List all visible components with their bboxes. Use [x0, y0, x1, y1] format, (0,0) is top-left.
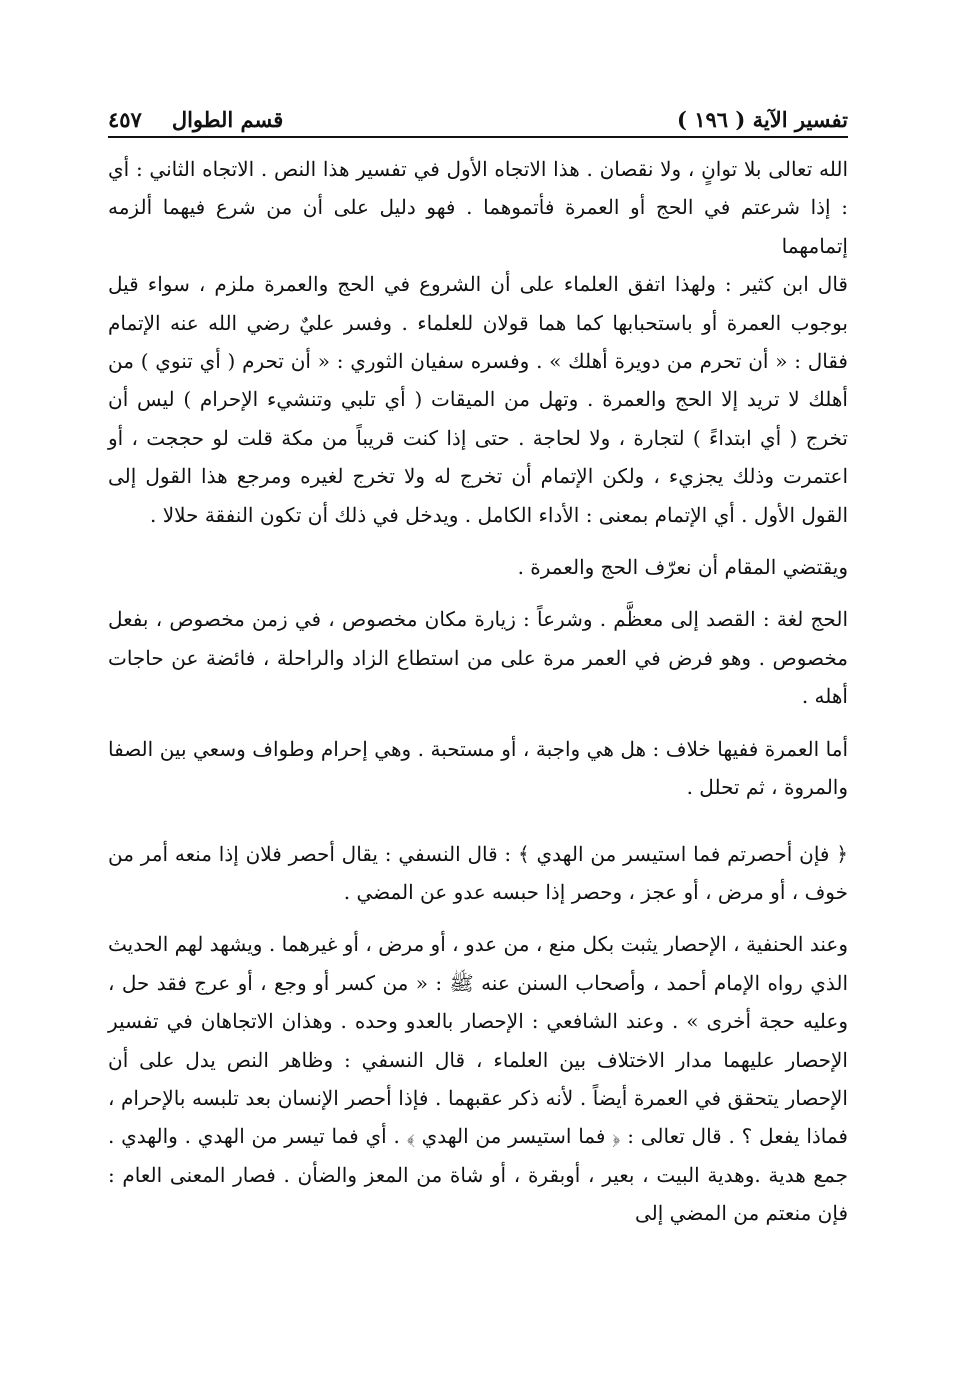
paragraph: ﴿ فإن أحصرتم فما استيسر من الهدي ﴾ : قال النسفي : يقال أحصر فلان إذا منعه أمر من خوف ، أو مرض ، أو عجز ، وحصر إذا حبسه عدو عن المضي . [108, 841, 848, 904]
header-left-group [108, 107, 283, 132]
verse-title: تفسير الآية ( ١٩٦ ) [676, 107, 848, 132]
page-header [108, 92, 848, 132]
paragraph: الله تعالى بلا توانٍ ، ولا نقصان . هذا الاتجاه الأول في تفسير هذا النص . الاتجاه الثاني : أي : إذا شرعتم في الحج أو العمرة فأتموهما . فهو دليل على أن من شرع فيهما ألزمه إتمامهما [108, 157, 848, 258]
paragraph: وعند الحنفية ، الإحصار يثبت بكل منع ، من عدو ، أو مرض ، أو غيرهما . ويشهد لهم الحديث الذي رواه الإمام أحمد ، وأصحاب السنن عنه ﷺ : « من كسر أو وجع ، أو عرج فقد حل ، وعليه حجة أخرى » . وعند الشافعي : الإحصار بالعدو وحده . وهذان الاتجاهان في تفسير الإحصار عليهما مدار الاختلاف بين العلماء ، قال النسفي : وظاهر النص يدل على أن الإحصار يتحقق في العمرة أيضاً . لأنه ذكر عقبهما . فإذا أحصر الإنسان بعد تلبسه بالإحرام ، فماذا يفعل ؟ . قال تعالى : ﴿ فما استيسر من الهدي ﴾ . أي فما تيسر من الهدي . والهدي . جمع هدية .وهدية البيت ، بعير ، أوبقرة ، أو شاة من المعز والضأن . فصار المعنى العام : فإن منعتم من المضي إلى [108, 932, 848, 1226]
paragraph: أما العمرة ففيها خلاف : هل هي واجبة ، أو مستحبة . وهي إحرام وطواف وسعي بين الصفا والمروة ، ثم تحلل . [108, 736, 848, 800]
header-rule [108, 136, 848, 138]
paragraph: الحج لغة : القصد إلى معظَّم . وشرعاً : زيارة مكان مخصوص ، في زمن مخصوص ، بفعل مخصوص . وهو فرض في العمر مرة على من استطاع الزاد والراحلة ، فائضة عن حاجات أهله . [108, 607, 848, 709]
page-body [108, 150, 848, 1233]
paragraph: ويقتضي المقام أن نعرّف الحج والعمرة . [517, 555, 848, 580]
section-title: قسم الطوال [171, 107, 284, 132]
paragraph: قال ابن كثير : ولهذا اتفق العلماء على أن الشروع في الحج والعمرة ملزم ، سواء قيل بوجوب العمرة أو باستحبابها كما هما قولان للعلماء . وفسر عليٌ رضي الله عنه الإتمام فقال : « أن تحرم من دويرة أهلك » . وفسره سفيان الثوري : « أن تحرم ( أي تنوي ) من أهلك لا تريد إلا الحج والعمرة . وتهل من الميقات ( أي تلبي وتنشيء الإحرام ) ليس أن تخرج ( أي ابتداءً ) لتجارة ، ولا لحاجة . حتى إذا كنت قريباً من مكة قلت لو حججت ، أو اعتمرت وذلك يجزيء ، ولكن الإتمام أن تخرج له ولا تخرج لغيره ومرجع هذا القول إلى القول الأول . أي الإتمام بمعنى : الأداء الكامل . ويدخل في ذلك أن تكون النفقة حلالا . [108, 272, 848, 527]
page-number: ٤٥٧ [108, 107, 142, 132]
